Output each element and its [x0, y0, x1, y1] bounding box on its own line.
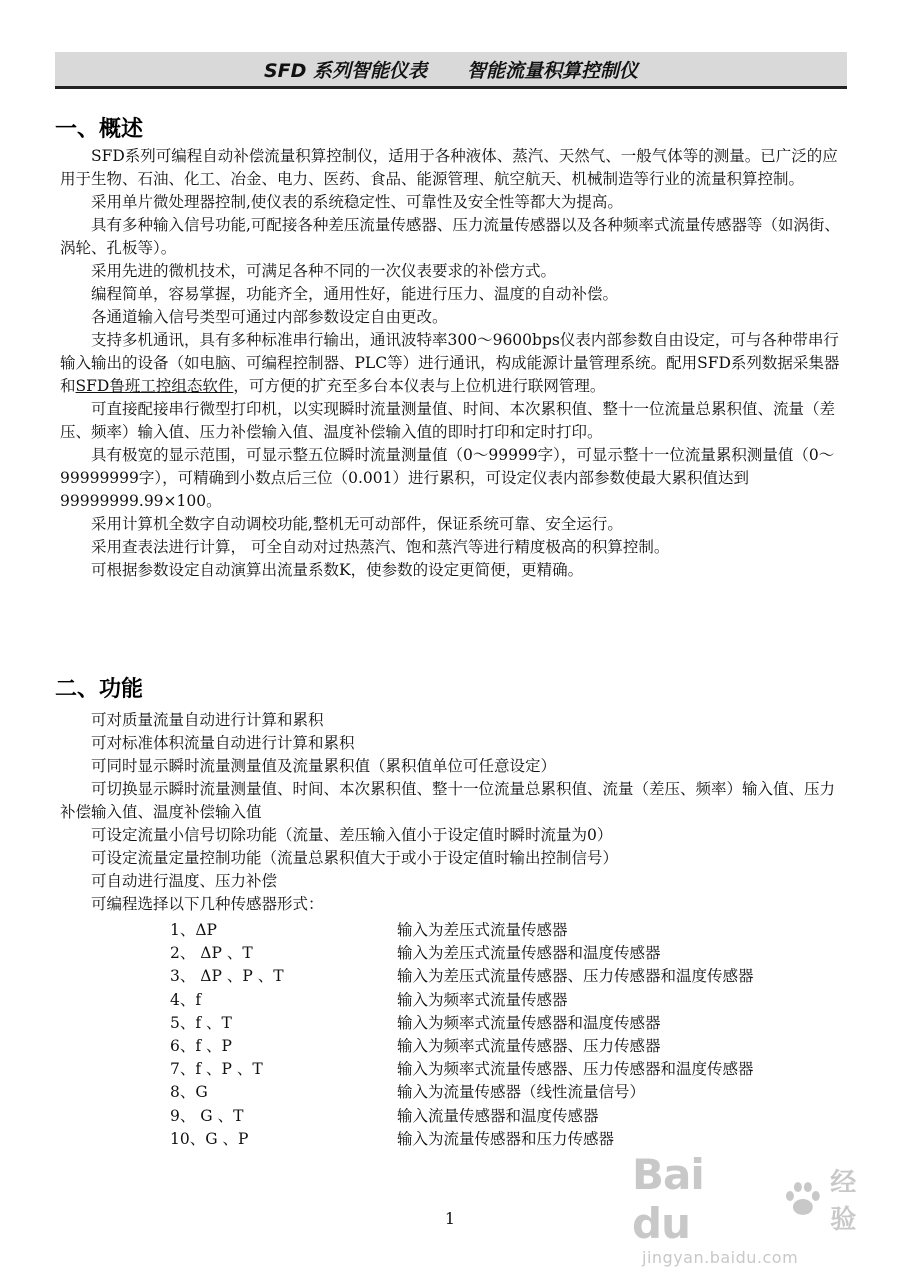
sensor-code: 10、G 、P: [170, 1129, 249, 1148]
function-item: 可自动进行温度、压力补偿: [91, 872, 278, 890]
page-number: 1: [444, 1209, 456, 1228]
sensor-row: [170, 965, 754, 988]
sensor-row: [170, 1105, 754, 1128]
function-item: 可设定流量小信号切除功能（流量、差压输入值小于设定值时瞬时流量为0）: [91, 826, 613, 844]
sensor-row: [170, 942, 754, 965]
watermark-url: jingyan.baidu.com: [642, 1248, 799, 1267]
overview-paragraph: SFD系列可编程自动补偿流量积算控制仪，适用于各种液体、蒸汽、天然气、一般气体等的测量。已广泛的应用于生物、石油、化工、冶金、电力、医药、食品、能源管理、航空航天、机械制造等行业的流量积算控制。: [60, 147, 838, 188]
sensor-desc: 输入为频率式流量传感器、压力传感器: [397, 1036, 661, 1055]
sensor-desc: 输入为差压式流量传感器和温度传感器: [397, 944, 661, 963]
overview-paragraph: 采用查表法进行计算， 可全自动对过热蒸汽、饱和蒸汽等进行精度极高的积算控制。: [91, 538, 670, 556]
section-title-overview: 一、概述: [55, 117, 144, 142]
overview-paragraph: 采用先进的微机技术，可满足各种不同的一次仪表要求的补偿方式。: [91, 262, 557, 280]
sensor-row: [170, 1081, 754, 1104]
page-header: [55, 52, 847, 89]
function-list: [60, 709, 850, 916]
sensor-row: [170, 1012, 754, 1035]
overview-paragraph: 可根据参数设定自动演算出流量系数K，使参数的设定更简便，更精确。: [91, 561, 584, 579]
sensor-type-table: [170, 919, 754, 1151]
overview-paragraph: 具有多种输入信号功能,可配接各种差压流量传感器、压力流量传感器以及各种频率式流量传感器等（如涡街、涡轮、孔板等）。: [60, 216, 840, 257]
sensor-row: [170, 989, 754, 1012]
sensor-code: 9、 G 、T: [170, 1106, 244, 1125]
sensor-code: 7、f 、P 、T: [170, 1060, 263, 1079]
sensor-code: 4、f: [170, 990, 202, 1009]
header-series: SFD 系列智能仪表: [263, 59, 428, 82]
sensor-row: [170, 919, 754, 942]
overview-paragraph: 各通道输入信号类型可通过内部参数设定自由更改。: [91, 308, 448, 326]
sensor-code: 1、ΔP: [170, 921, 217, 939]
function-item: 可同时显示瞬时流量测量值及流量累积值（累积值单位可任意设定）: [91, 757, 557, 775]
sensor-desc: 输入为频率式流量传感器和温度传感器: [397, 1013, 661, 1032]
sensor-row: [170, 1128, 754, 1151]
sensor-desc: 输入为频率式流量传感器: [397, 990, 568, 1009]
sensor-row: [170, 1035, 754, 1058]
function-item: 可对标准体积流量自动进行计算和累积: [91, 734, 355, 752]
overview-text: [60, 145, 850, 582]
sensor-desc: 输入为差压式流量传感器: [397, 921, 568, 939]
header-product: 智能流量积算控制仪: [467, 59, 639, 82]
comm-text-after: ，可方便的扩充至多台本仪表与上位机进行联网管理。: [233, 377, 606, 395]
section-title-functions: 二、功能: [55, 677, 144, 702]
watermark-product: 经验: [830, 1168, 857, 1235]
software-link[interactable]: SFD鲁班工控组态软件: [75, 377, 234, 395]
sensor-desc: 输入为流量传感器（线性流量信号）: [397, 1083, 646, 1102]
paw-icon: [781, 1177, 825, 1221]
watermark-brand: Bai du: [632, 1150, 704, 1248]
sensor-desc: 输入为差压式流量传感器、压力传感器和温度传感器: [397, 967, 754, 986]
overview-paragraph: 采用单片微处理器控制,使仪表的系统稳定性、可靠性及安全性等都大为提高。: [91, 193, 623, 211]
overview-paragraph: 采用计算机全数字自动调校功能,整机无可动部件，保证系统可靠、安全运行。: [91, 515, 623, 533]
overview-paragraph: 编程简单，容易掌握，功能齐全，通用性好，能进行压力、温度的自动补偿。: [91, 285, 619, 303]
overview-paragraph-comm: [60, 329, 850, 398]
function-item: 可设定流量定量控制功能（流量总累积值大于或小于设定值时输出控制信号）: [91, 849, 619, 867]
sensor-desc: 输入为频率式流量传感器、压力传感器和温度传感器: [397, 1060, 754, 1079]
function-item: 可切换显示瞬时流量测量值、时间、本次累积值、整十一位流量总累积值、流量（差压、频率）输入值、压力补偿输入值、温度补偿输入值: [60, 780, 836, 821]
function-item: 可编程选择以下几种传感器形式：: [91, 895, 324, 913]
sensor-code: 6、f 、P: [170, 1036, 232, 1055]
sensor-code: 2、 ΔP 、T: [170, 944, 253, 963]
comm-text-before: 支持多机通讯，具有多种标准串行输出，通讯波特率300～9600bps仪表内部参数自由设定，可与各种带串行输入输出的设备（如电脑、可编程控制器、PLC等）进行通讯，构成能源计量管理系统。配用SFD系列数据采集器和: [60, 331, 840, 395]
sensor-desc: 输入为流量传感器和压力传感器: [397, 1129, 615, 1148]
function-item: 可对质量流量自动进行计算和累积: [91, 711, 324, 729]
sensor-row: [170, 1058, 754, 1081]
sensor-code: 3、 ΔP 、P 、T: [170, 967, 284, 986]
overview-paragraph: 可直接配接串行微型打印机，以实现瞬时流量测量值、时间、本次累积值、整十一位流量总累积值、流量（差压、频率）输入值、压力补偿输入值、温度补偿输入值的即时打印和定时打印。: [60, 400, 836, 441]
overview-paragraph: 具有极宽的显示范围，可显示整五位瞬时流量测量值（0～99999字），可显示整十一位流量累积测量值（0～99999999字），可精确到小数点后三位（0.001）进行累积，可设定仪表内部参数使最大累积值达到99999999.99×100。: [60, 446, 835, 510]
sensor-code: 8、G: [170, 1083, 208, 1102]
sensor-desc: 输入流量传感器和温度传感器: [397, 1106, 599, 1125]
sensor-code: 5、f 、T: [170, 1013, 232, 1032]
baidu-jingyan-watermark: [632, 1150, 882, 1267]
